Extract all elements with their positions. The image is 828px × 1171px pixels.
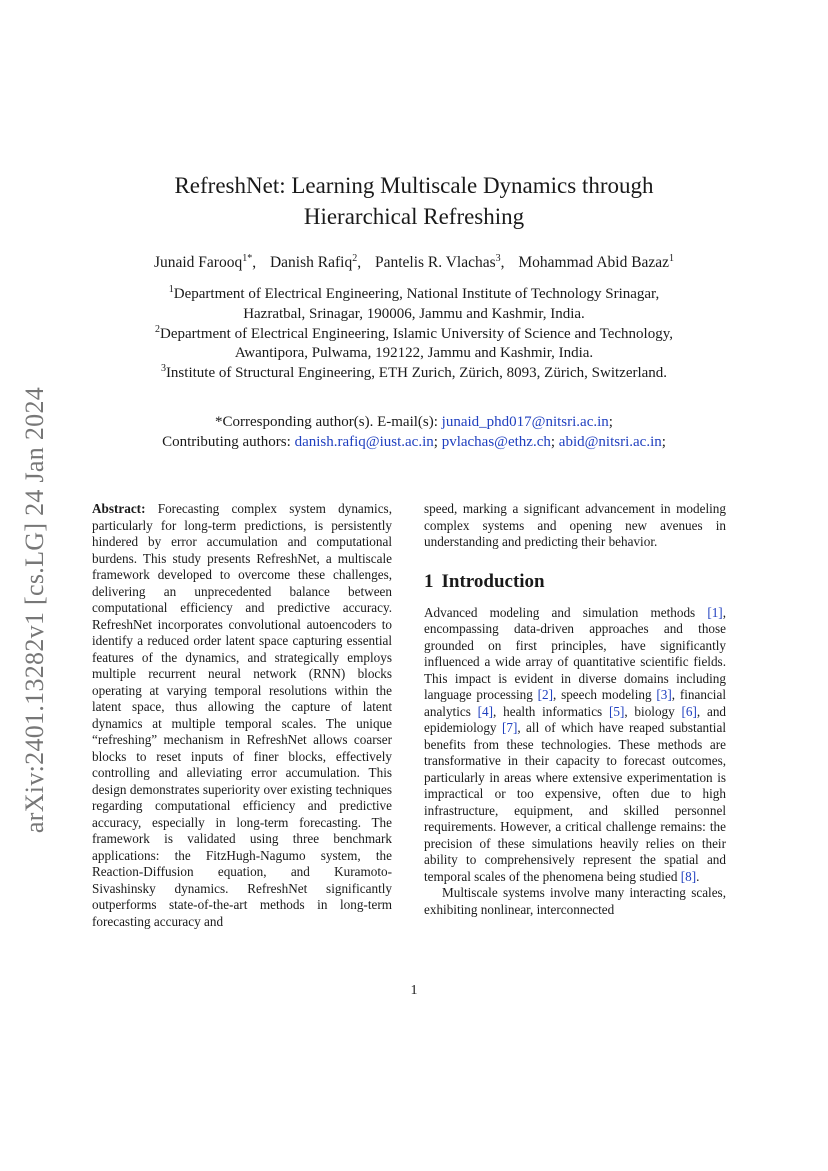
- right-column: [424, 501, 726, 918]
- author: Danish Rafiq$^2$,: [269, 252, 362, 271]
- page-number: 1: [410, 983, 418, 998]
- contrib-email-link[interactable]: danish.rafiq@iust.ac.in: [294, 434, 434, 450]
- citation-link[interactable]: [2]: [537, 687, 553, 702]
- section-heading: 1 Introduction: [424, 570, 545, 592]
- abstract-text: Forecasting complex system dynamics, particularly for long-term predictions, is persistently hindered by error accumulation and computational burdens. This study presents RefreshNet, a multiscale framework developed to overcome these challenges, delivering an unprecedented balance between computational efficiency and predictive accuracy. RefreshNet incorporates convolutional autoencoders to identify a reduced order latent space capturing essential features of the dynamics, and strategically employs multiple recurrent neural network (RNN) blocks operating at varying temporal resolutions within the latent space, thus allowing the capture of latent dynamics at multiple temporal scales. The unique “refreshing” mechanism in RefreshNet allows coarser blocks to reset inputs of finer blocks, effectively controlling and alleviating error accumulation. This design demonstrates superiority over existing techniques regarding computational efficiency and predictive accuracy, especially in long-term forecasting. The framework is validated using three benchmark applications: the FitzHugh-Nagumo system, the Reaction-Diffusion equation, and Kuramoto-Sivashinsky dynamics. RefreshNet significantly outperforms state-of-the-art methods in long-term forecasting accuracy and: [92, 501, 392, 929]
- intro-paragraph-1: Advanced modeling and simulation methods [1], encompassing data-driven approaches and those grounded on first principles, have significantly influenced a wide array of quantitative scientific fields. This impact is evident in diverse domains including language processing [2], speech modeling [3], financial analytics [4], health informatics [5], biology [6], and epidemiology [7], all of which have reaped substantial benefits from these technologies. These methods are transformative in their capacity to forecast outcomes, particularly in areas where extensive experimentation is impractical or too expensive, often due to high infrastructure, equipment, and skilled personnel requirements. However, a critical challenge remains: the precision of these simulations heavily relies on their ability to comprehensively represent the spatial and temporal scales of the phenomena being studied [8].: [424, 604, 727, 884]
- citation-link[interactable]: [7]: [501, 720, 518, 735]
- affiliation: $^3$Institute of Structural Engineering, ETH Zurich, Zürich, 8093, Zürich, Switzerland.: [160, 363, 668, 382]
- title-line-1: RefreshNet: Learning Multiscale Dynamics through: [174, 173, 654, 198]
- contrib-email-link[interactable]: pvlachas@ethz.ch: [441, 434, 551, 450]
- citation-link[interactable]: [1]: [707, 604, 723, 620]
- correspondence: *Corresponding author(s). E-mail(s): junaid_phd017@nitsri.ac.in; Contributing authors: danish.rafiq@iust.ac.in; pvlachas@ethz.ch; abid@nitsri.ac.in;: [162, 414, 666, 450]
- title-line-2: Hierarchical Refreshing: [303, 204, 525, 229]
- arxiv-identifier: arXiv:2401.13282v1 [cs.LG] 24 Jan 2024: [20, 386, 49, 834]
- paper-title: [0, 170, 828, 232]
- left-column: [92, 501, 392, 930]
- affiliation-cont: Hazratbal, Srinagar, 190006, Jammu and Kashmir, India.: [243, 305, 585, 322]
- citation-link[interactable]: [4]: [477, 703, 494, 719]
- citation-link[interactable]: [3]: [656, 687, 672, 702]
- affiliation: $^2$Department of Electrical Engineering, Islamic University of Science and Technology,: [155, 323, 673, 342]
- author: Pantelis R. Vlachas$^3$,: [374, 252, 505, 271]
- contrib-email-link[interactable]: abid@nitsri.ac.in: [558, 434, 662, 450]
- intro-paragraph-2: Multiscale systems involve many interacting scales, exhibiting nonlinear, interconnected: [424, 885, 726, 917]
- affiliation: $^1$Department of Electrical Engineering, National Institute of Technology Srinagar,: [168, 284, 660, 302]
- author-list: [0, 254, 828, 272]
- abstract-label: Abstract:: [92, 501, 146, 516]
- citation-link[interactable]: [5]: [608, 703, 625, 719]
- abstract-continued: speed, marking a significant advancement in modeling complex systems and opening new avenues in understanding and predicting their behavior.: [424, 501, 726, 549]
- abstract: [92, 501, 392, 930]
- author: Junaid Farooq$^{1*}$,: [153, 252, 257, 271]
- corresponding-email-link[interactable]: junaid_phd017@nitsri.ac.in: [441, 414, 609, 430]
- affiliation-cont: Awantipora, Pulwama, 192122, Jammu and Kashmir, India.: [234, 345, 594, 362]
- affiliations: [0, 285, 828, 384]
- citation-link[interactable]: [6]: [681, 703, 697, 719]
- author: Mohammad Abid Bazaz$^1$: [518, 252, 675, 271]
- citation-link[interactable]: [8]: [680, 868, 697, 884]
